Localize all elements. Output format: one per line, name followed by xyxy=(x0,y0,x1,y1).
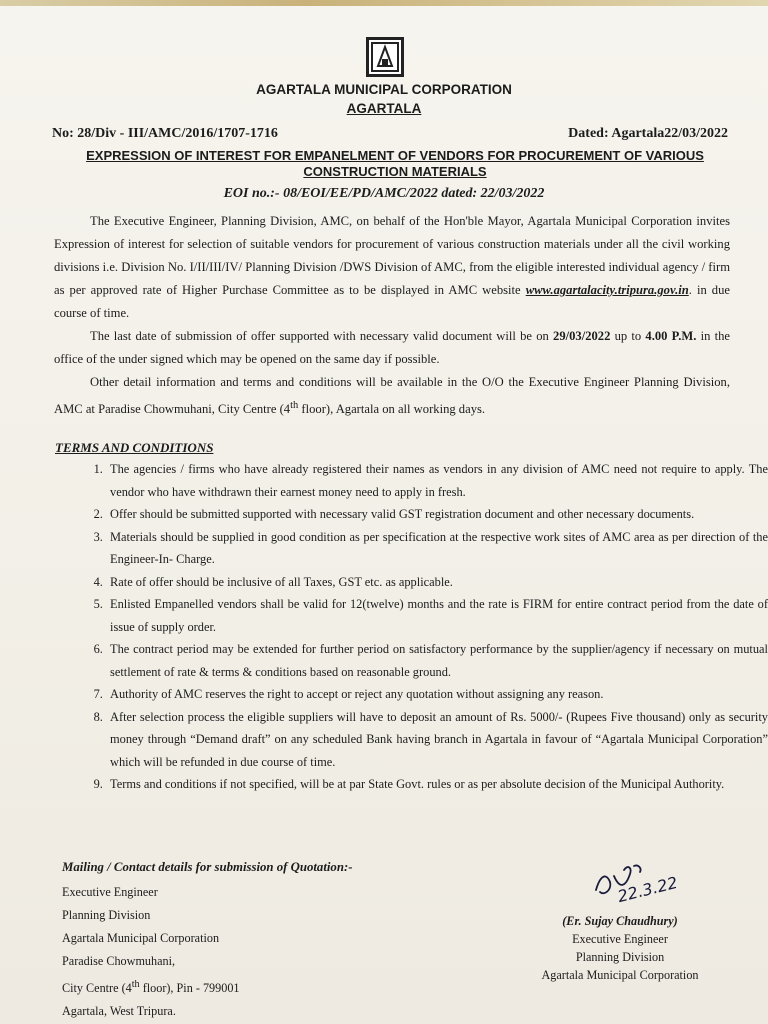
paragraph-text: in the office of the under signed which may be opened on the same day if possible. xyxy=(54,329,730,366)
signatory-division: Planning Division xyxy=(575,950,665,964)
paragraph-text: Other detail information and terms and conditions will be available in the O/O the Executive Engineer Planning Division, AMC at Paradise Chowmuhani, City Centre (4 xyxy=(54,375,730,417)
term-item: 5. Enlisted Empanelled vendors shall be valid for 12(twelve) months and the rate is FIRM for entire contract period from the date of issue of supply order. xyxy=(106,593,768,638)
paragraph-text: up to xyxy=(610,329,646,343)
mailing-address xyxy=(62,881,240,1023)
signatory-org: Agartala Municipal Corporation xyxy=(541,968,699,982)
deadline-date: 29/03/2022 xyxy=(553,329,611,343)
org-city: AGARTALA xyxy=(346,101,422,116)
address-line: Agartala, West Tripura. xyxy=(62,1004,176,1019)
org-name: AGARTALA MUNICIPAL CORPORATION xyxy=(256,82,512,97)
address-line: Paradise Chowmuhani, xyxy=(62,954,176,968)
address-line xyxy=(62,973,240,1000)
amc-website-link[interactable]: www.agartalacity.tripura.gov.in xyxy=(525,283,689,297)
paragraph-text: The Executive Engineer, Planning Division, AMC, on behalf of the Hon'ble Mayor, Agartala Municipal Corporation invites Expression of interest for selection of suitable vendors for procurement of various construction materials under all the civil working divisions i.e. Division No. I/II/III/IV/ Planning Division /DWS Division of AMC, from the eligible interested individual agency / firm as per approved rate of Higher Purchase Committee as to be displayed in AMC website xyxy=(54,214,730,297)
paragraph-deadline xyxy=(54,325,730,371)
ordinal-suffix: th xyxy=(290,400,299,411)
signatory-name: (Er. Sujay Chaudhury) xyxy=(562,914,678,928)
term-item: 8. After selection process the eligible suppliers will have to deposit an amount of Rs. 5000/- (Rupees Five thousand) only as security money through “Demand draft” on any scheduled Bank having branch in Agartala in favour of “Agartala Municipal Corporation” which will be refunded in due course of time. xyxy=(106,706,768,774)
ordinal-suffix: th xyxy=(131,979,140,990)
term-item: 7. Authority of AMC reserves the right to accept or reject any quotation without assigning any reason. xyxy=(106,683,768,706)
address-line: Agartala Municipal Corporation xyxy=(62,931,220,945)
paragraph-text: . in due course of time. xyxy=(54,283,730,320)
reference-number: No: 28/Div - III/AMC/2016/1707-1716 xyxy=(52,126,278,141)
notice-subject: EXPRESSION OF INTEREST FOR EMPANELMENT OF VENDORS FOR PROCUREMENT OF VARIOUS CONSTRUCTION MATERIALS xyxy=(86,148,704,179)
paragraph-invitation xyxy=(54,210,730,325)
deadline-time: 4.00 P.M. xyxy=(645,329,697,343)
terms-heading: TERMS AND CONDITIONS xyxy=(55,440,214,455)
signatory-block xyxy=(520,912,720,984)
paragraph-text: The last date of submission of offer supported with necessary valid document will be on xyxy=(90,329,554,343)
address-line: Planning Division xyxy=(62,908,151,922)
amc-emblem-icon xyxy=(366,37,404,77)
address-text: floor), Pin - 799001 xyxy=(139,981,240,996)
signatory-designation: Executive Engineer xyxy=(572,932,668,946)
term-item: 6. The contract period may be extended for further period on satisfactory performance by the supplier/agency if necessary on mutual settlement of rate & terms & conditions based on reasonable ground. xyxy=(106,638,768,683)
notice-body xyxy=(54,210,730,421)
term-item: 1. The agencies / firms who have already registered their names as vendors in any division of AMC need not require to apply. The vendor who have withdrawn their earnest money need to apply in fresh. xyxy=(106,458,768,503)
address-line: Executive Engineer xyxy=(62,885,158,899)
term-item: 3. Materials should be supplied in good condition as per specification at the respective work sites of AMC area as per direction of the Engineer-In- Charge. xyxy=(106,526,768,571)
eoi-number: EOI no.:- 08/EOI/EE/PD/AMC/2022 dated: 22/03/2022 xyxy=(223,186,545,201)
terms-list xyxy=(70,458,768,796)
term-item: 9. Terms and conditions if not specified, will be at par State Govt. rules or as per absolute decision of the Municipal Authority. xyxy=(106,773,768,796)
paragraph-text: floor), Agartala on all working days. xyxy=(298,402,486,417)
mailing-heading: Mailing / Contact details for submission of Quotation:- xyxy=(62,860,353,874)
paper-edge xyxy=(0,0,768,6)
handwritten-date: 22.3.22 xyxy=(615,872,680,907)
address-text: City Centre (4 xyxy=(62,981,132,996)
paragraph-details xyxy=(54,371,730,421)
term-item: 2. Offer should be submitted supported with necessary valid GST registration document and other necessary documents. xyxy=(106,503,768,526)
issue-date: Dated: Agartala22/03/2022 xyxy=(568,126,728,141)
term-item: 4. Rate of offer should be inclusive of all Taxes, GST etc. as applicable. xyxy=(106,571,768,594)
